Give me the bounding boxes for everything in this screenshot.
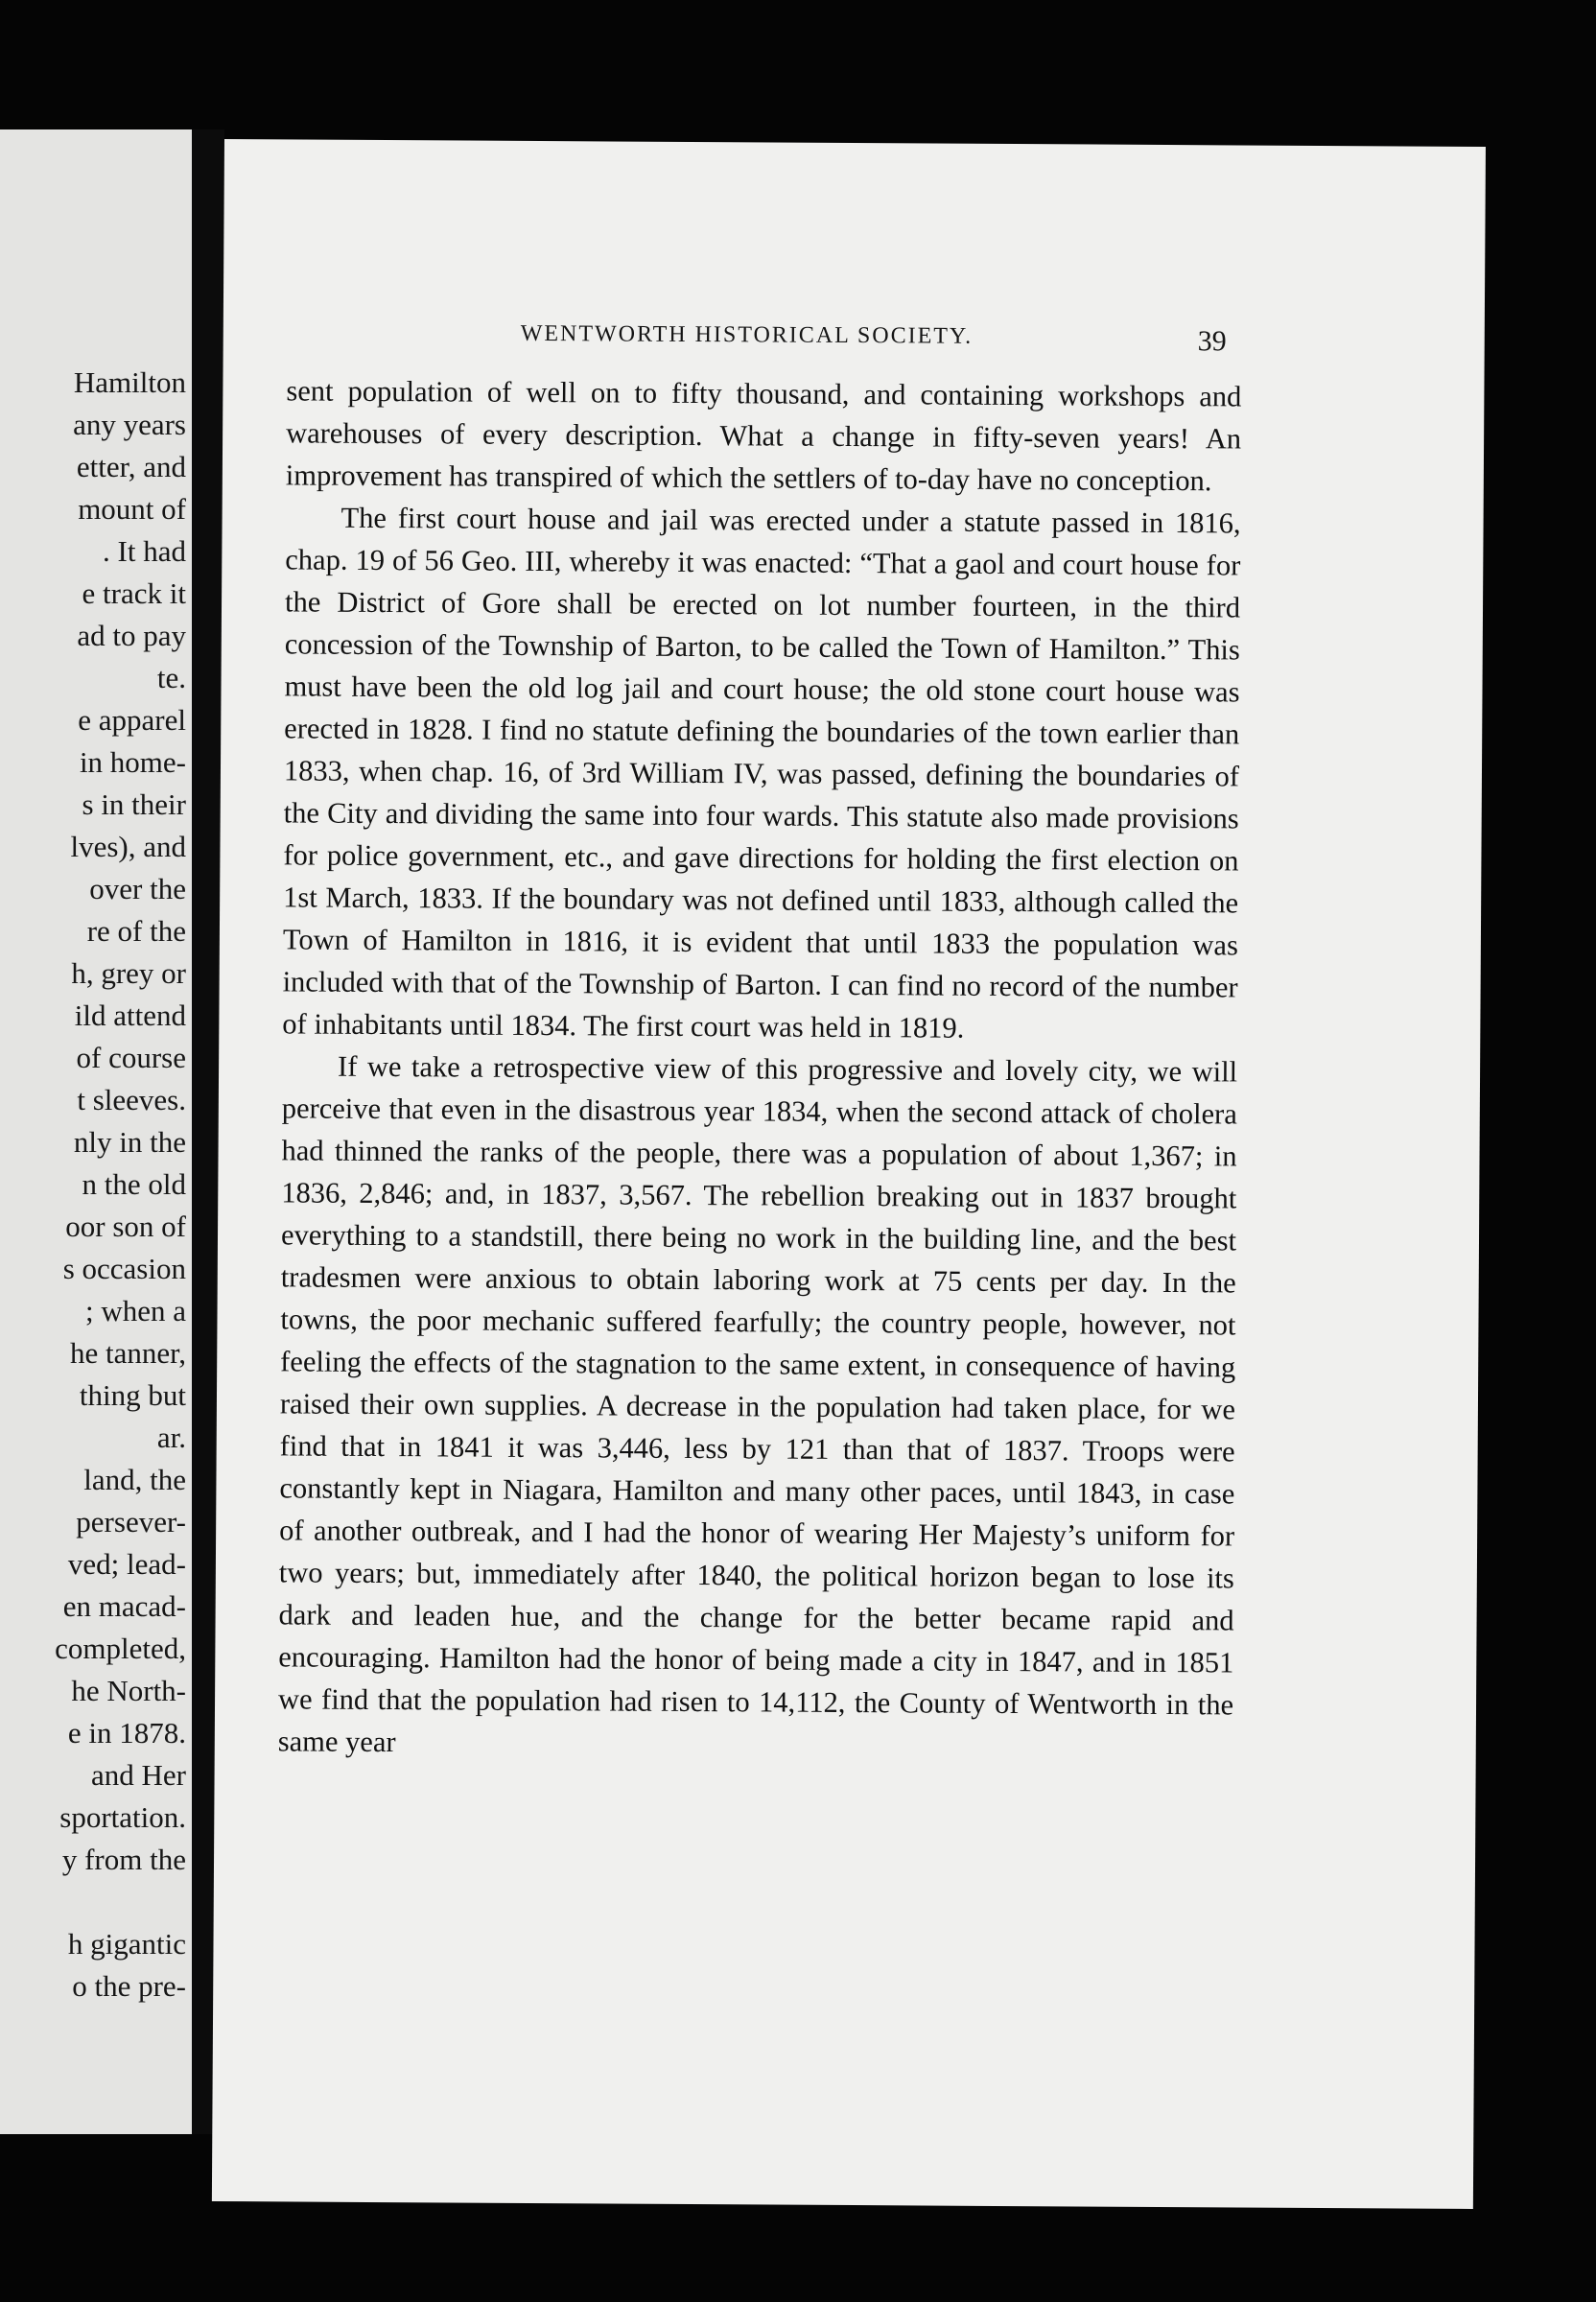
left-page-text — [4, 362, 186, 2008]
left-line: s occasion — [62, 1252, 186, 1285]
left-line: completed, — [55, 1632, 186, 1665]
left-line: ; when a — [84, 1294, 186, 1327]
left-line: persever- — [76, 1505, 186, 1539]
page-header — [223, 319, 1485, 358]
left-line: h, grey or — [71, 956, 186, 990]
left-line: o the pre- — [72, 1969, 186, 2003]
left-line: en macad- — [62, 1589, 186, 1623]
left-page-fragment — [0, 129, 192, 2134]
paragraph: sent population of well on to fifty thousand, and containing workshops and warehouses of every description. What a change in fifty-seven years! An improvement has transpired of which the settlers of to-day have no conception. — [285, 374, 1242, 498]
left-line: e apparel — [78, 703, 186, 737]
left-line: he tanner, — [70, 1336, 186, 1370]
left-line: re of the — [86, 914, 186, 948]
left-line: lves), and — [70, 830, 186, 863]
left-line: in home- — [79, 745, 186, 779]
left-line-gap — [4, 1881, 186, 1923]
left-line: ved; lead- — [67, 1547, 186, 1581]
left-line: land, the — [83, 1463, 186, 1496]
left-line: Hamilton — [73, 365, 186, 399]
left-line: s in their — [82, 787, 186, 821]
right-page — [212, 139, 1486, 2209]
left-line: of course — [76, 1041, 186, 1074]
left-line: thing but — [79, 1378, 186, 1412]
left-line: over the — [89, 872, 186, 905]
left-line: y from the — [61, 1843, 186, 1876]
left-line: ad to pay — [77, 619, 186, 652]
left-line: e in 1878. — [67, 1716, 186, 1750]
running-head: WENTWORTH HISTORICAL SOCIETY. — [520, 320, 974, 349]
left-line: sportation. — [59, 1800, 186, 1834]
left-line: mount of — [78, 492, 186, 526]
paragraph: If we take a retrospective view of this progressive and lovely city, we will perceive that even in the disastrous year 1834, when the second attack of cholera had thinned the ranks of the people, there was a population of about 1,367; in 1836, 2,846; and, in 1837, 3,567. The rebellion breaking out in 1837 brought everything to a standstill, there being no work in the building line, and the best tradesmen were anxious to obtain laboring work at 75 cents per day. In the towns, the poor mechanic suffered fearfully; the country people, however, not feeling the effects of the stagnation to the same extent, in consequence of having raised their own supplies. A decrease in the population had taken place, for we find that in 1841 it was 3,446, less by 121 than that of 1837. Troops were constantly kept in Niagara, Hamilton and many other paces, until 1843, in case of another outbreak, and I had the honor of wearing Her Majesty’s uniform for two years; but, immediately after 1840, the political horizon began to lose its dark and leaden hue, and the change for the better became rapid and encouraging. Hamilton had the honor of being made a city in 1847, and in 1851 we find that the population had risen to 14,112, the County of Wentworth in the same year — [277, 1049, 1238, 1759]
left-line: ar. — [156, 1421, 186, 1454]
left-line: n the old — [82, 1167, 186, 1201]
page-body — [278, 369, 1242, 1768]
left-line: h gigantic — [67, 1927, 186, 1961]
left-line: and Her — [91, 1758, 186, 1792]
left-line: he North- — [71, 1674, 186, 1707]
left-line: te. — [156, 661, 186, 694]
left-line: oor son of — [65, 1210, 186, 1243]
left-line: t sleeves. — [77, 1083, 186, 1116]
left-line: e track it — [82, 576, 186, 610]
left-line: any years — [73, 408, 186, 441]
left-line: . It had — [103, 534, 186, 568]
page-number: 39 — [1197, 325, 1227, 358]
left-line: etter, and — [76, 450, 186, 483]
left-line: nly in the — [73, 1125, 186, 1159]
left-line: ild attend — [74, 998, 186, 1032]
paragraph: The first court house and jail was erected under a statute passed in 1816, chap. 19 of 56 Geo. III, whereby it was enacted: “That a gaol and court house for the District of Gore shall be erected on lot number fourteen, in the third concession of the Township of Barton, to be called the Town of Hamilton.” This must have been the old log jail and court house; the old stone court house was erected in 1828. I find no statute defining the boundaries of the town earlier than 1833, when chap. 16, of 3rd William IV, was passed, defining the boundaries of the City and dividing the same into four wards. This statute also made provisions for police government, etc., and gave directions for holding the first election on 1st March, 1833. If the boundary was not defined until 1833, although called the Town of Hamilton in 1816, it is evident that until 1833 the population was included with that of the Township of Barton. I can find no record of the number of inhabitants until 1834. The first court was held in 1819. — [282, 501, 1241, 1045]
